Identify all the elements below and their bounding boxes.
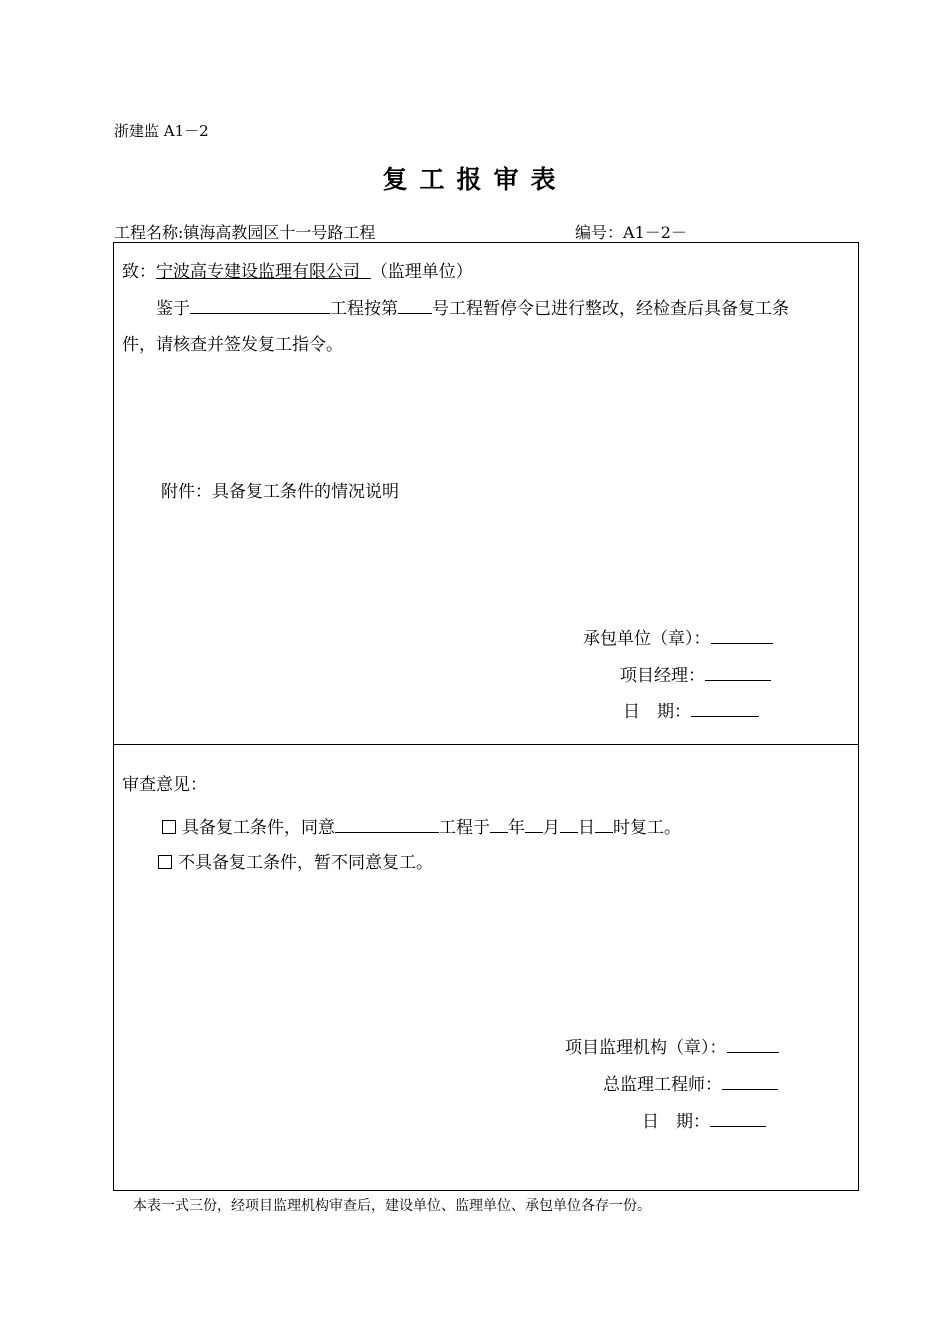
form-code: 浙建监 A1－2 — [114, 122, 209, 140]
body-prefix: 鉴于 — [156, 299, 190, 319]
option1-suffix: 时复工。 — [613, 818, 681, 838]
review-label: 审查意见： — [122, 775, 207, 795]
approve-project-blank[interactable] — [335, 814, 439, 833]
body-rest: 号工程暂停令已进行整改，经检查后具备复工条 — [432, 299, 789, 319]
agency-sign-row — [565, 1033, 779, 1058]
contractor-label: 承包单位（章）： — [583, 629, 711, 649]
project-name: 镇海高教园区十一号路工程 — [183, 223, 376, 242]
manager-label: 项目经理： — [620, 666, 705, 686]
reject-checkbox[interactable] — [158, 855, 172, 869]
approve-checkbox[interactable] — [162, 820, 176, 834]
option-reject — [158, 848, 433, 873]
form-number-row — [575, 220, 687, 243]
date-sign-row-1 — [623, 697, 759, 722]
chief-sign-row — [603, 1070, 778, 1095]
recipient-suffix: （监理单位） — [370, 262, 473, 282]
manager-blank[interactable] — [705, 662, 771, 681]
manager-sign-row — [620, 661, 771, 686]
date-label-1: 日 期： — [623, 702, 691, 722]
date-blank-2[interactable] — [710, 1108, 766, 1127]
month-blank[interactable] — [525, 814, 543, 833]
page-title: 复工报审表 — [382, 165, 568, 194]
option-approve — [162, 813, 681, 838]
section-divider — [114, 744, 858, 745]
chief-label: 总监理工程师： — [603, 1075, 722, 1095]
agency-label: 项目监理机构（章）： — [565, 1038, 727, 1058]
footer-note: 本表一式三份，经项目监理机构审查后，建设单位、监理单位、承包单位各存一份。 — [133, 1198, 651, 1214]
month-label: 月 — [543, 818, 560, 838]
number-label: 编号： — [575, 223, 624, 242]
project-label: 工程名称: — [114, 223, 184, 242]
hour-blank[interactable] — [595, 814, 613, 833]
recipient-name: 宁波高专建设监理有限公司 — [156, 262, 360, 282]
option2-text: 不具备复工条件，暂不同意复工。 — [178, 853, 433, 873]
body-mid: 工程按第 — [330, 299, 398, 319]
chief-blank[interactable] — [722, 1071, 778, 1090]
date-blank-1[interactable] — [691, 698, 759, 717]
option1-mid: 工程于 — [439, 818, 490, 838]
day-blank[interactable] — [560, 814, 578, 833]
date-sign-row-2 — [642, 1107, 766, 1132]
body-line-1 — [156, 294, 789, 319]
day-label: 日 — [578, 818, 595, 838]
option1-prefix: 具备复工条件，同意 — [182, 818, 335, 838]
recipient-underline — [360, 262, 371, 282]
date-label-2: 日 期： — [642, 1112, 710, 1132]
to-label: 致： — [122, 262, 156, 282]
order-number-blank[interactable] — [398, 295, 432, 314]
year-blank[interactable] — [490, 814, 508, 833]
project-blank[interactable] — [190, 295, 330, 314]
attachment-note: 附件：具备复工条件的情况说明 — [161, 482, 399, 502]
recipient-row — [122, 257, 473, 282]
body-line-2: 件，请核查并签发复工指令。 — [122, 335, 343, 355]
year-label: 年 — [508, 818, 525, 838]
contractor-blank[interactable] — [711, 625, 773, 644]
form-table — [113, 242, 859, 1191]
contractor-sign-row — [583, 624, 773, 649]
agency-blank[interactable] — [727, 1034, 779, 1053]
project-name-row — [114, 220, 375, 243]
number-value: A1－2－ — [623, 223, 687, 242]
